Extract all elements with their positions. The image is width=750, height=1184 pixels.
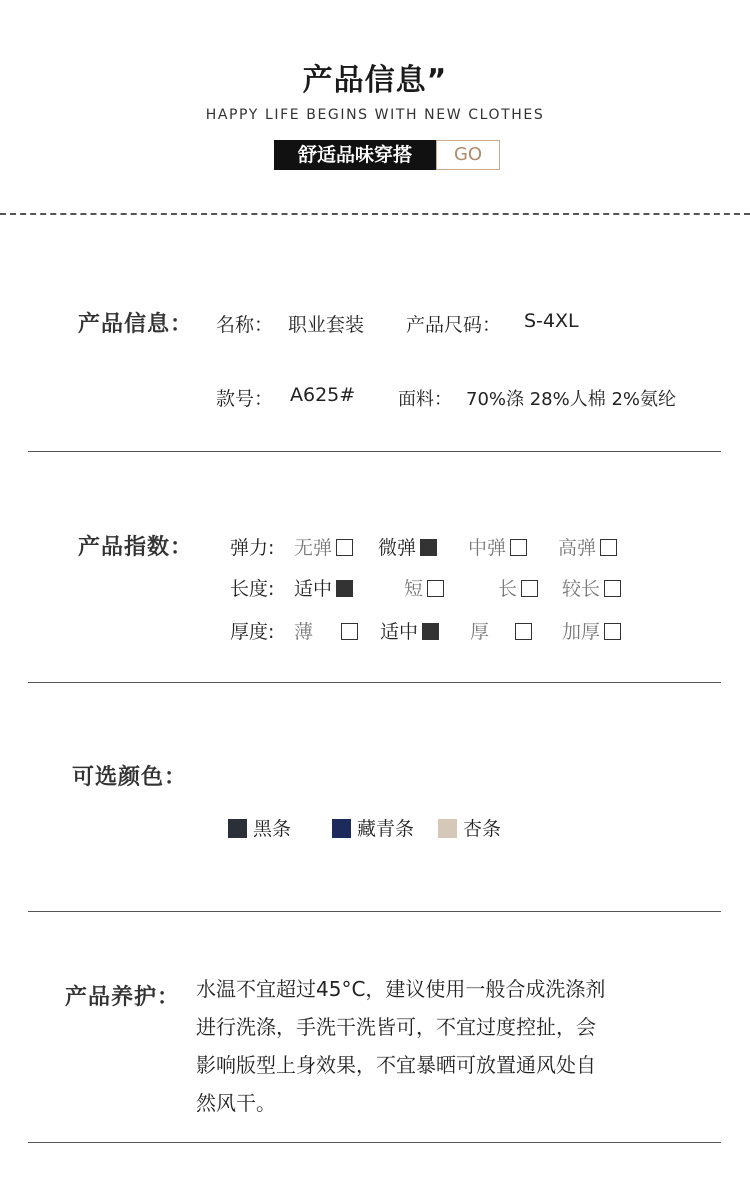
- option-label: 无弹: [294, 537, 333, 559]
- size-value: S-4XL: [524, 310, 579, 332]
- option-item: [294, 617, 358, 644]
- option-label: 高弹: [558, 537, 597, 559]
- care-heading: 产品养护：: [65, 985, 181, 1010]
- checkbox-empty: [604, 580, 621, 597]
- tagline-text: 舒适品味穿搭: [274, 140, 436, 170]
- index-heading: 产品指数：: [78, 535, 194, 560]
- option-item: [294, 533, 353, 560]
- care-line: 然风干。: [196, 1091, 276, 1115]
- option-item: [558, 533, 617, 560]
- fabric-label: 面料：: [398, 389, 452, 410]
- option-label: 适中: [380, 621, 419, 643]
- style-label: 款号：: [216, 388, 274, 410]
- option-label: 厚: [470, 621, 490, 643]
- checkbox-empty: [604, 623, 621, 640]
- color-name: 杏条: [463, 818, 502, 840]
- care-line: 进行洗涤，手洗干洗皆可，不宜过度控扯，会: [196, 1015, 596, 1039]
- option-label: 适中: [294, 578, 333, 600]
- checkbox-empty: [515, 623, 532, 640]
- option-item: [404, 574, 444, 601]
- color-option-black[interactable]: [228, 814, 291, 841]
- color-option-navy[interactable]: [332, 814, 414, 841]
- checkbox-filled: [336, 580, 353, 597]
- go-button[interactable]: GO: [436, 140, 500, 170]
- checkbox-empty: [510, 539, 527, 556]
- option-item: [562, 617, 621, 644]
- option-item: [378, 533, 437, 560]
- option-item: [468, 533, 527, 560]
- option-label: 长: [498, 578, 518, 600]
- size-label: 产品尺码：: [406, 314, 502, 336]
- option-label: 加厚: [562, 621, 601, 643]
- color-option-apricot[interactable]: [438, 814, 501, 841]
- elasticity-label: 弹力:: [230, 537, 275, 559]
- name-value: 职业套装: [288, 314, 365, 336]
- checkbox-filled: [422, 623, 439, 640]
- page-title: 产品信息”: [302, 63, 448, 98]
- checkbox-empty: [600, 539, 617, 556]
- fabric-value: 70%涤 28%人棉 2%氨纶: [466, 389, 677, 410]
- section-divider: [28, 682, 721, 683]
- option-label: 中弹: [468, 537, 507, 559]
- checkbox-empty: [521, 580, 538, 597]
- checkbox-empty: [427, 580, 444, 597]
- option-label: 薄: [294, 621, 314, 643]
- page-subtitle: HAPPY LIFE BEGINS WITH NEW CLOTHES: [205, 107, 545, 123]
- info-heading: 产品信息：: [78, 312, 194, 337]
- length-label: 长度:: [230, 578, 275, 600]
- option-label: 短: [404, 578, 424, 600]
- thickness-label: 厚度:: [230, 621, 275, 643]
- checkbox-empty: [341, 623, 358, 640]
- color-swatch: [228, 819, 247, 838]
- option-item: [470, 617, 532, 644]
- color-name: 藏青条: [357, 818, 415, 840]
- color-swatch: [332, 819, 351, 838]
- option-item: [294, 574, 353, 601]
- dashed-divider: [0, 213, 750, 215]
- section-divider: [28, 451, 721, 452]
- section-divider: [28, 911, 721, 912]
- style-value: A625#: [290, 384, 356, 406]
- option-label: 较长: [562, 578, 601, 600]
- care-line: 水温不宜超过45°C，建议使用一般合成洗涤剂: [196, 977, 606, 1001]
- checkbox-empty: [336, 539, 353, 556]
- option-item: [498, 574, 538, 601]
- option-label: 微弹: [378, 537, 417, 559]
- tagline-banner: [274, 140, 500, 170]
- option-item: [562, 574, 621, 601]
- section-divider: [28, 1142, 721, 1143]
- color-swatch: [438, 819, 457, 838]
- care-line: 影响版型上身效果，不宜暴晒可放置通风处自: [196, 1053, 596, 1077]
- care-text: [196, 970, 676, 1122]
- option-item: [380, 617, 439, 644]
- color-name: 黑条: [253, 818, 292, 840]
- colors-heading: 可选颜色：: [72, 765, 188, 790]
- checkbox-filled: [420, 539, 437, 556]
- name-label: 名称：: [216, 314, 274, 336]
